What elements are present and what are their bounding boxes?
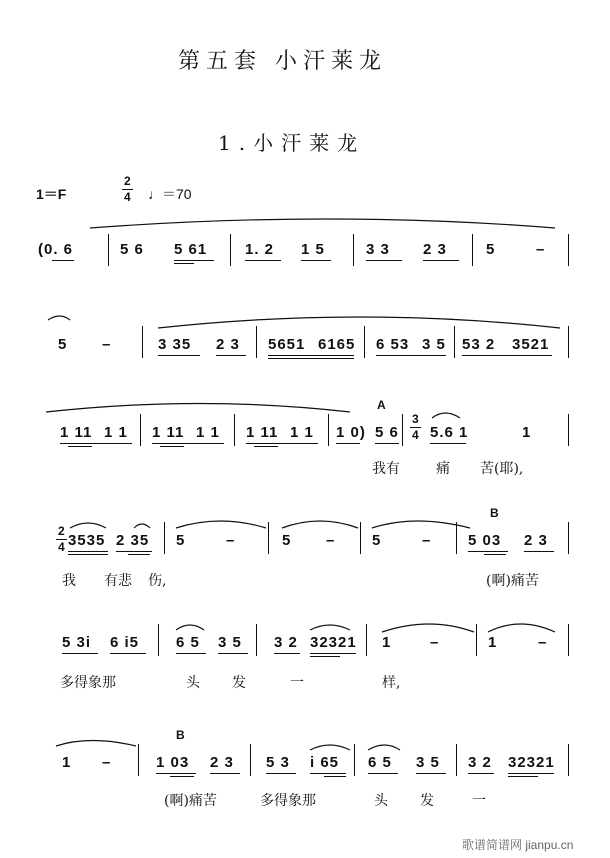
lyric: 痛 (436, 461, 450, 477)
lyric: 一 (472, 793, 486, 809)
note-group: 3 5 (218, 634, 242, 651)
site-watermark: 歌谱简谱网 jianpu.cn (462, 838, 574, 852)
note-group: 5 (176, 532, 186, 549)
lyric: 发 (420, 793, 434, 809)
note-group: 5 61 (174, 241, 208, 258)
rehearsal-mark-b: B (490, 506, 499, 520)
time-signature-numerator: 2 (58, 524, 65, 538)
note-group: 3 2 (274, 634, 298, 651)
note-group: 3521 (512, 336, 550, 353)
lyric: 样, (382, 675, 401, 691)
note-group: 1 1 (290, 424, 314, 441)
lyric: 多得象那 (260, 793, 316, 809)
note-group: 1 1 (104, 424, 128, 441)
note-group: 3 2 (468, 754, 492, 771)
collection-title: 第五套 小汗莱龙 (178, 49, 387, 74)
note-group: 2 35 (116, 532, 150, 549)
note-group: – (536, 241, 546, 258)
note-group: 53 2 (462, 336, 496, 353)
note-group: 3 35 (158, 336, 192, 353)
note-group: 1 0) (336, 424, 366, 441)
note-group: (0. 6 (38, 241, 74, 258)
time-signature-numerator: 2 (124, 174, 131, 188)
note-group: – (422, 532, 432, 549)
note-group: – (326, 532, 336, 549)
time-signature-denominator: 4 (58, 540, 65, 554)
note-group: 5 03 (468, 532, 502, 549)
note-group: 1 5 (301, 241, 325, 258)
note-group: 5 3i (62, 634, 92, 651)
note-group: 5 (486, 241, 496, 258)
note-group: i 65 (310, 754, 340, 771)
note-group: 5651 (268, 336, 306, 353)
note-group: 5 (58, 336, 68, 353)
note-group: 2 3 (216, 336, 240, 353)
note-group: 1. 2 (245, 241, 275, 258)
note-group: 32321 (508, 754, 555, 771)
key-signature: 1＝F (36, 186, 67, 202)
lyric: (啊)痛苦 (164, 793, 217, 809)
note-group: 6 5 (368, 754, 392, 771)
note-group: – (538, 634, 548, 651)
note-group: 6 5 (176, 634, 200, 651)
note-group: 2 3 (423, 241, 447, 258)
note-group: 2 3 (210, 754, 234, 771)
lyric: 头 (186, 675, 200, 691)
note-group: 1 (382, 634, 392, 651)
lyric: 有悲 (104, 573, 132, 589)
note-group: – (226, 532, 236, 549)
note-group: 1 03 (156, 754, 190, 771)
time-signature-denominator: 4 (412, 428, 419, 442)
note-group: 5 (282, 532, 292, 549)
time-signature-numerator: 3 (412, 412, 419, 426)
note-group: 3 3 (366, 241, 390, 258)
lyric: 多得象那 (60, 675, 116, 691)
note-group: 1 (488, 634, 498, 651)
note-group: 5.6 1 (430, 424, 469, 441)
note-group: 1 1 (196, 424, 220, 441)
note-group: 1 11 (152, 424, 185, 441)
lyric: 发 (232, 675, 246, 691)
lyric: 头 (374, 793, 388, 809)
lyric: 我有 (372, 461, 400, 477)
note-group: 5 3 (266, 754, 290, 771)
note-group: 1 11 (246, 424, 279, 441)
lyric: 我 (62, 573, 76, 589)
lyric: (啊)痛苦 (486, 573, 539, 589)
note-group: 6165 (318, 336, 356, 353)
note-group: 1 11 (60, 424, 93, 441)
note-group: 5 6 (375, 424, 399, 441)
note-group: 5 6 (120, 241, 144, 258)
note-group: 3 5 (422, 336, 446, 353)
note-group: – (102, 754, 112, 771)
lyric: 伤, (148, 573, 167, 589)
note-group: 3 5 (416, 754, 440, 771)
note-group: 5 (372, 532, 382, 549)
lyric: 一 (290, 675, 304, 691)
note-group: – (102, 336, 112, 353)
note-group: 3535 (68, 532, 106, 549)
note-group: 2 3 (524, 532, 548, 549)
rehearsal-mark-b: B (176, 728, 185, 742)
note-group: 1 (522, 424, 532, 441)
note-group: 1 (62, 754, 72, 771)
note-group: 6 53 (376, 336, 410, 353)
note-group: 6 i5 (110, 634, 140, 651)
lyric: 苦(耶), (480, 461, 524, 477)
note-group: 32321 (310, 634, 357, 651)
note-group: – (430, 634, 440, 651)
rehearsal-mark-a: A (377, 398, 386, 412)
time-signature-denominator: 4 (124, 190, 131, 204)
tempo-marking: ♩＝70 (148, 186, 192, 202)
song-title: 1.小汗莱龙 (218, 131, 366, 155)
